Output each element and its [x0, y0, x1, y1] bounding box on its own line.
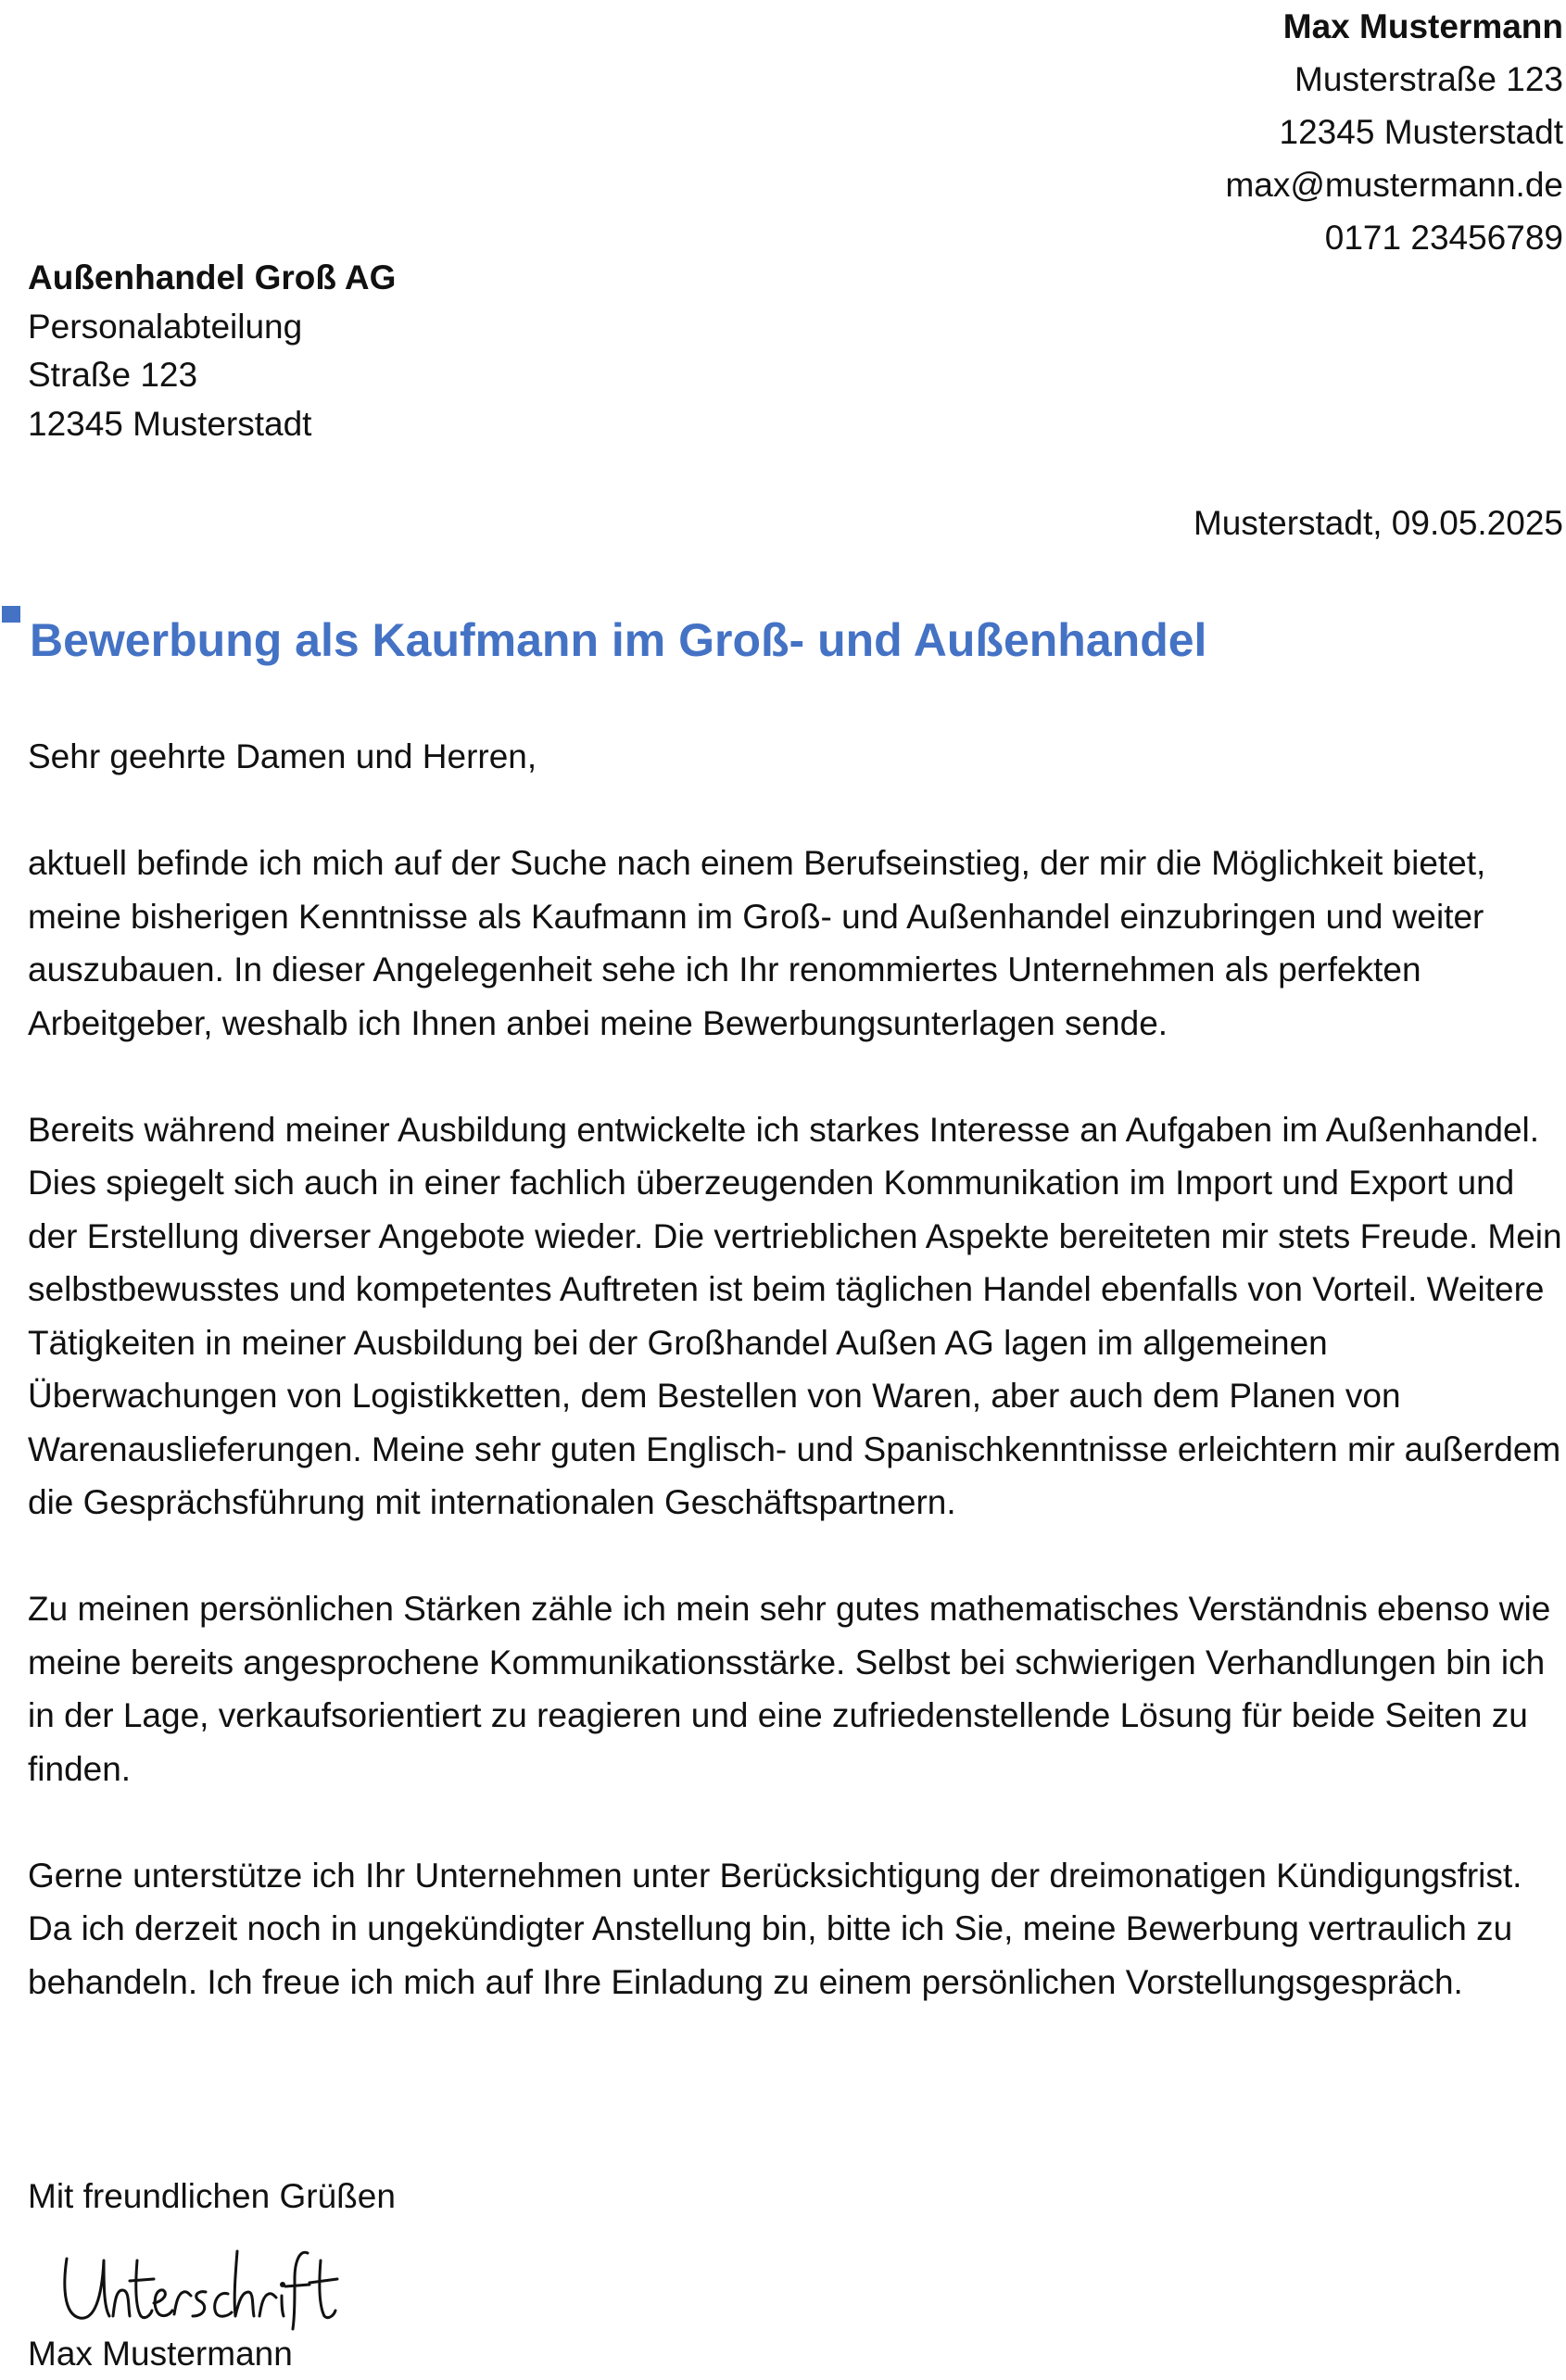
signer-name: Max Mustermann: [28, 2335, 293, 2373]
recipient-address-block: [28, 254, 396, 448]
recipient-company: Außenhandel Groß AG: [28, 258, 397, 296]
recipient-street: Straße 123: [28, 356, 198, 394]
recipient-department: Personalabteilung: [28, 307, 303, 346]
sender-street: Musterstraße 123: [1294, 60, 1563, 98]
sender-email: max@mustermann.de: [1225, 166, 1563, 204]
body-paragraph-2: Bereits während meiner Ausbildung entwickelte ich starkes Interesse an Aufgaben im Außenhandel. Dies spiegelt sich auch in einer fachlich überzeugenden Kommunikation im Import und Export und der Erstellung diverser Angebote wieder. Die vertrieblichen Aspekte bereiteten mir stets Freude. Mein selbstbewusstes und kompetentes Auftreten ist beim täglichen Handel ebenfalls von Vorteil. Weitere Tätigkeiten in meiner Ausbildung bei der Großhandel Außen AG lagen im allgemeinen Überwachungen von Logistikketten, dem Bestellen von Waren, aber auch dem Planen von Warenauslieferungen. Meine sehr guten Englisch- und Spanischkenntnisse erleichtern mir außerdem die Gesprächsführung mit internationalen Geschäftspartnern.: [28, 1110, 1562, 1521]
closing-phrase: Mit freundlichen Grüßen: [28, 2177, 396, 2215]
sender-name: Max Mustermann: [1282, 7, 1563, 45]
sender-address-block: [1225, 0, 1563, 264]
handwritten-signature: [57, 2233, 345, 2335]
date-line: Musterstadt, 09.05.2025: [1193, 504, 1563, 542]
heading-marker: [2, 606, 20, 623]
body-paragraph-1: aktuell befinde ich mich auf der Suche nach einem Berufseinstieg, der mir die Möglichkeit bietet, meine bisherigen Kenntnisse als Kaufmann im Groß- und Außenhandel einzubringen und weiter auszubauen. In dieser Angelegenheit sehe ich Ihr renommiertes Unternehmen als perfekten Arbeitgeber, weshalb ich Ihnen anbei meine Bewerbungsunterlagen sende.: [28, 844, 1486, 1042]
subject-heading: Bewerbung als Kaufmann im Groß- und Außenhandel: [30, 614, 1207, 666]
sender-phone: 0171 23456789: [1324, 219, 1563, 257]
letter-body: [28, 730, 1566, 2062]
salutation: Sehr geehrte Damen und Herren,: [28, 737, 537, 775]
sender-city: 12345 Musterstadt: [1279, 113, 1563, 151]
body-paragraph-4: Gerne unterstütze ich Ihr Unternehmen unter Berücksichtigung der dreimonatigen Kündigungsfrist. Da ich derzeit noch in ungekündigter Anstellung bin, bitte ich Sie, meine Bewerbung vertraulich zu behandeln. Ich freue ich mich auf Ihre Einladung zu einem persönlichen Vorstellungsgespräch.: [28, 1856, 1522, 2001]
recipient-city: 12345 Musterstadt: [28, 404, 312, 443]
body-paragraph-3: Zu meinen persönlichen Stärken zähle ich mein sehr gutes mathematisches Verständnis ebenso wie meine bereits angesprochene Kommunikationsstärke. Selbst bei schwierigen Verhandlungen bin ich in der Lage, verkaufsorientiert zu reagieren und eine zufriedenstellende Lösung für beide Seiten zu finden.: [28, 1590, 1551, 1788]
